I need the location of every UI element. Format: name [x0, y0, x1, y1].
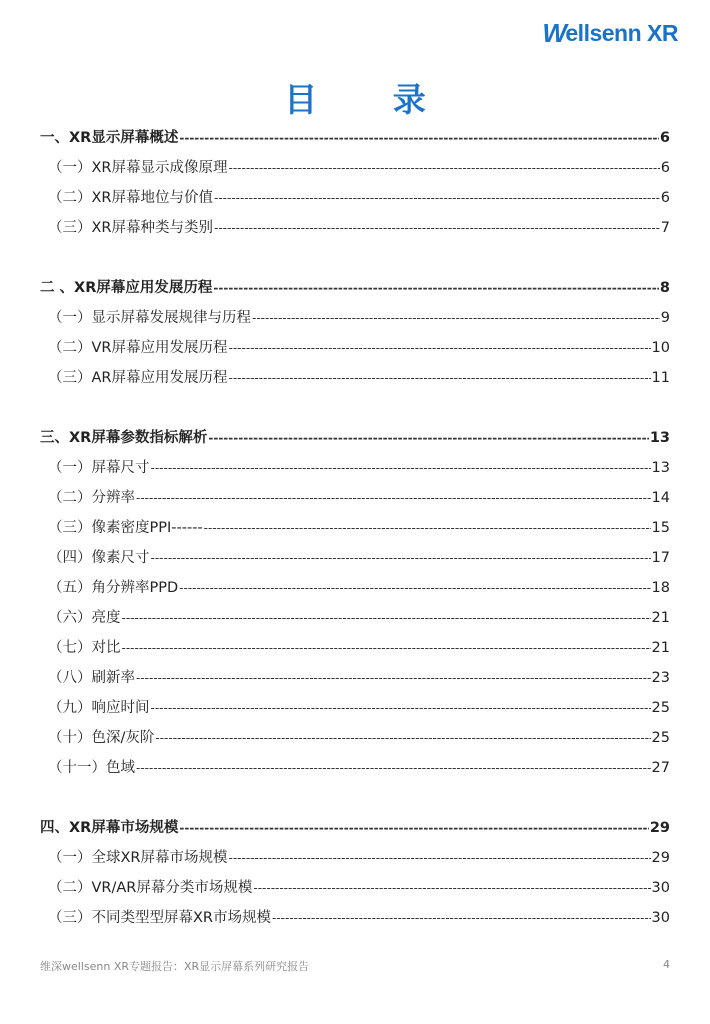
toc-page-number: 27: [651, 760, 670, 776]
dot-leader: [213, 273, 659, 303]
toc-section-4: [40, 813, 670, 933]
toc-entry-label: （三）像素密度PPI------: [48, 520, 203, 536]
page-title: 目 录: [284, 80, 458, 119]
dot-leader: [122, 603, 651, 633]
dot-leader: [272, 903, 651, 933]
footer-text: 维深wellsenn XR专题报告：XR显示屏幕系列研究报告: [40, 960, 310, 973]
toc-page-number: 11: [651, 370, 670, 386]
toc-entry-label: （一）全球XR屏幕市场规模: [48, 850, 228, 866]
toc-entry-label: （七）对比: [48, 640, 121, 656]
dot-leader: [229, 363, 651, 393]
toc-entry-label: （十）色深/灰阶: [48, 730, 155, 746]
dot-leader: [136, 483, 651, 513]
toc-entry[interactable]: [40, 183, 670, 213]
dot-leader: [151, 453, 651, 483]
toc-page-number: 21: [651, 640, 670, 656]
toc-page-number: 13: [649, 430, 670, 446]
toc-entry[interactable]: [40, 903, 670, 933]
toc-entry[interactable]: [40, 723, 670, 753]
toc-entry-label: （二）XR屏幕地位与价值: [48, 190, 214, 206]
toc-entry[interactable]: [40, 633, 670, 663]
toc-page-number: 17: [651, 550, 670, 566]
toc-heading-label: 一、XR显示屏幕概述: [40, 130, 179, 146]
toc-entry-label: （二）VR屏幕应用发展历程: [48, 340, 228, 356]
toc-page-number: 30: [651, 910, 670, 926]
toc-entry[interactable]: [40, 333, 670, 363]
toc-entry[interactable]: [40, 483, 670, 513]
toc-entry[interactable]: [40, 213, 670, 243]
toc-entry-label: （四）像素尺寸: [48, 550, 150, 566]
toc-page-number: 25: [651, 730, 670, 746]
toc-entry[interactable]: [40, 363, 670, 393]
toc-page-number: 6: [660, 190, 670, 206]
dot-leader: [155, 723, 650, 753]
toc-page-number: 7: [660, 220, 670, 236]
toc-heading[interactable]: [40, 273, 670, 303]
toc-entry[interactable]: [40, 663, 670, 693]
brand-logo: [542, 18, 678, 49]
toc-entry-label: （三）不同类型型屏幕XR市场规模: [48, 910, 272, 926]
toc-entry-label: （一）XR屏幕显示成像原理: [48, 160, 228, 176]
toc-entry[interactable]: [40, 543, 670, 573]
toc-page-number: 30: [651, 880, 670, 896]
dot-leader: [229, 153, 660, 183]
dot-leader: [204, 513, 651, 543]
toc-page-number: 29: [649, 820, 670, 836]
toc-entry[interactable]: [40, 573, 670, 603]
toc-heading[interactable]: [40, 123, 670, 153]
toc-page-number: 6: [659, 130, 670, 146]
toc-entry[interactable]: [40, 693, 670, 723]
dot-leader: [229, 843, 651, 873]
toc-page-number: 8: [659, 280, 670, 296]
toc-entry[interactable]: [40, 873, 670, 903]
toc-entry[interactable]: [40, 453, 670, 483]
dot-leader: [122, 633, 651, 663]
toc-heading-label: 四、XR屏幕市场规模: [40, 820, 179, 836]
logo-mark: W: [542, 18, 567, 48]
toc-entry-label: （二）分辨率: [48, 490, 135, 506]
toc-heading-label: 三、XR屏幕参数指标解析: [40, 430, 208, 446]
footer-page-number: 4: [663, 958, 670, 971]
dot-leader: [151, 693, 651, 723]
toc-entry-label: （三）AR屏幕应用发展历程: [48, 370, 228, 386]
logo-text: ellsenn XR: [565, 20, 678, 46]
table-of-contents: [40, 123, 670, 963]
toc-entry[interactable]: [40, 303, 670, 333]
toc-page-number: 25: [651, 700, 670, 716]
toc-heading-label: 二 、XR屏幕应用发展历程: [40, 280, 213, 296]
dot-leader: [208, 423, 648, 453]
dot-leader: [229, 333, 651, 363]
toc-entry[interactable]: [40, 513, 670, 543]
toc-heading[interactable]: [40, 423, 670, 453]
dot-leader: [214, 213, 660, 243]
page-footer: [40, 958, 670, 974]
toc-section-2: [40, 273, 670, 393]
toc-entry[interactable]: [40, 843, 670, 873]
toc-entry-label: （二）VR/AR屏幕分类市场规模: [48, 880, 253, 896]
toc-page-number: 21: [651, 610, 670, 626]
dot-leader: [179, 813, 648, 843]
toc-entry[interactable]: [40, 603, 670, 633]
toc-entry-label: （六）亮度: [48, 610, 121, 626]
toc-page-number: 14: [651, 490, 670, 506]
toc-page-number: 6: [660, 160, 670, 176]
toc-page-number: 23: [651, 670, 670, 686]
toc-entry-label: （八）刷新率: [48, 670, 135, 686]
dot-leader: [151, 543, 651, 573]
toc-page-number: 9: [660, 310, 670, 326]
toc-page-number: 13: [651, 460, 670, 476]
dot-leader: [252, 303, 660, 333]
toc-heading[interactable]: [40, 813, 670, 843]
dot-leader: [136, 663, 651, 693]
toc-entry-label: （一）屏幕尺寸: [48, 460, 150, 476]
toc-section-3: [40, 423, 670, 783]
toc-entry-label: （三）XR屏幕种类与类别: [48, 220, 214, 236]
dot-leader: [214, 183, 660, 213]
toc-entry-label: （一）显示屏幕发展规律与历程: [48, 310, 251, 326]
toc-entry-label: （十一）色域: [48, 760, 135, 776]
toc-entry[interactable]: [40, 153, 670, 183]
toc-entry-label: （五）角分辨率PPD: [48, 580, 179, 596]
dot-leader: [136, 753, 651, 783]
toc-page-number: 10: [651, 340, 670, 356]
dot-leader: [179, 123, 659, 153]
dot-leader: [253, 873, 650, 903]
toc-page-number: 18: [651, 580, 670, 596]
toc-section-1: [40, 123, 670, 243]
toc-page-number: 15: [651, 520, 670, 536]
toc-page-number: 29: [651, 850, 670, 866]
toc-entry[interactable]: [40, 753, 670, 783]
dot-leader: [179, 573, 650, 603]
toc-entry-label: （九）响应时间: [48, 700, 150, 716]
